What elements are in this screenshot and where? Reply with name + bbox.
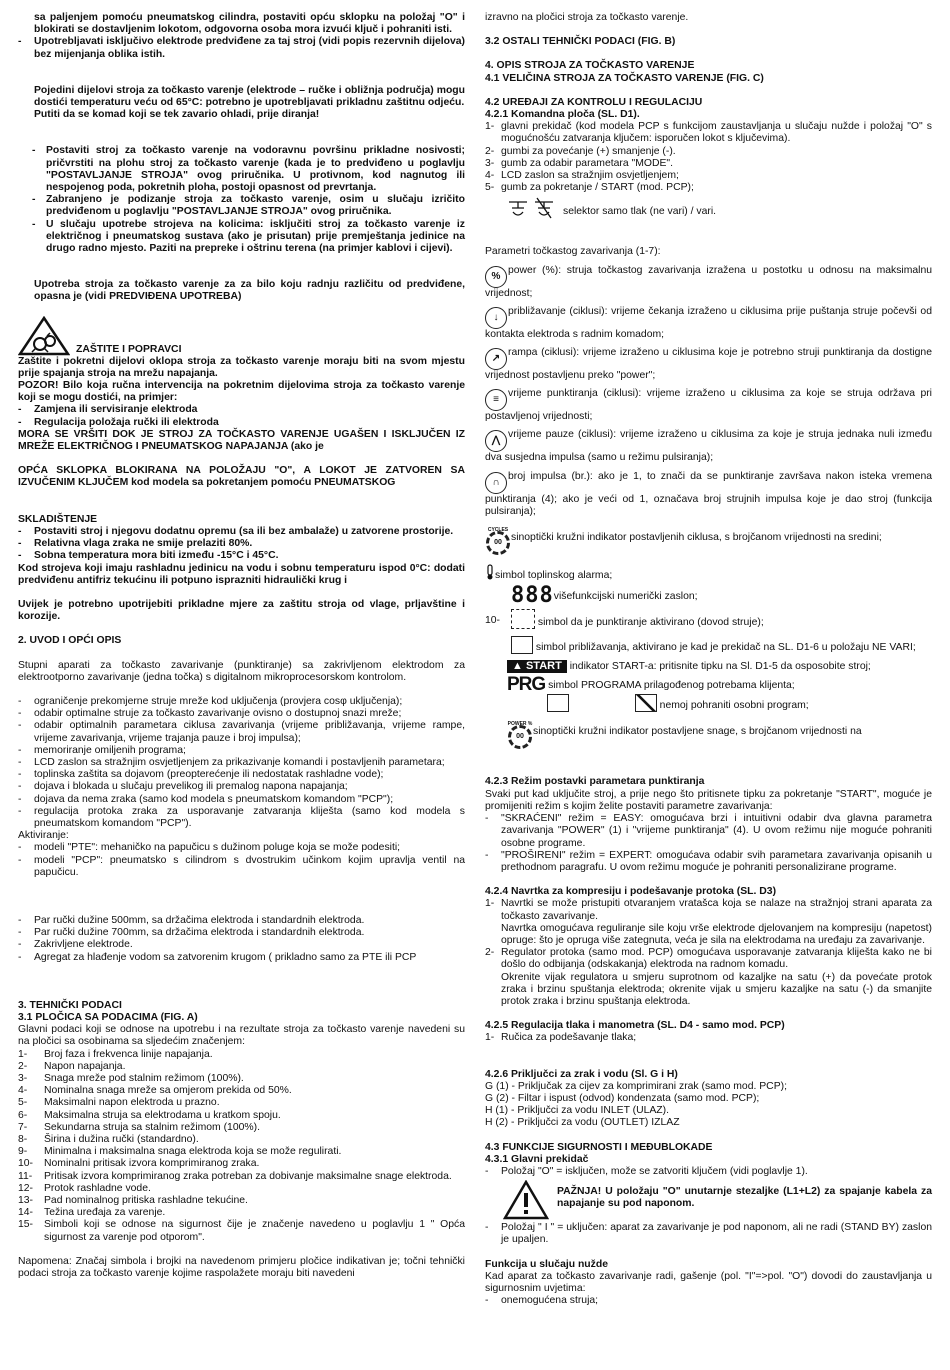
lcd-digits: 888 (511, 583, 554, 609)
panel-item: 4- LCD zaslon sa stražnjim osvjetljenjem; (485, 170, 679, 182)
plate-item: 6- Maksimalna struja sa elektrodama u kratkom spoju. (18, 1109, 281, 1121)
power-icon: % (485, 266, 507, 288)
save-disk-icon (547, 694, 569, 712)
protection-heading-row (18, 318, 465, 356)
connection-item: G (1) - Priključak za cijev za komprimirani zrak (samo mod. PCP); (485, 1080, 787, 1092)
approach-symbol-icon (511, 636, 533, 654)
cycles-indicator-row: CYCLES 00 sinoptički kružni indikator postavljenih ciklusa, s brojčanom vrijednosti na sredini; (485, 524, 932, 558)
electrode-note: - Upotrebljavati isključivo elektrode predviđene za taj stroj (vidi popis rezervnih dijelova) bez mijenjanja oblika istih. (18, 36, 465, 60)
pressure-item: 1- Ručica za podešavanje tlaka; (485, 1032, 637, 1044)
emergency-text: Kad aparat za točkasto zavarivanje radi, gašenje (pol. "I"=>pol. "O") dovodi do zaustavljanja u sigurnosnim uvjetima: (485, 1270, 932, 1294)
param-item: ∩broj impulsa (br.): ako je 1, to znači da se punktiranje završava nakon isteka vremena punktiranja (4); ako je veći od 1, označava broj strujnih impulsa koje je dao stroj (funkcija pulsiranja); (485, 470, 932, 517)
param-item: ≡vrijeme punktiranja (ciklusi): vrijeme izraženo u ciklusima za koje se struja održava pri postavljenoj vrijednosti; (485, 388, 932, 423)
section-4-2-1-title: 4.2.1 Komandna ploča (SL. D1). (485, 109, 640, 121)
section-4-1-title: 4.1 VELIČINA STROJA ZA TOČKASTO VARENJE (FIG. C) (485, 72, 764, 84)
plate-item: 11- Pritisak izvora komprimiranog zraka potreban za dobivanje maksimalne snage elektroda. (18, 1170, 452, 1182)
activation-label: Aktiviranje: (18, 830, 69, 842)
feature-item: - regulacija protoka zraka za usporavanje zatvaranja kliješta (samo kod modela s pneumatskom komandom "PCP"). (18, 805, 465, 829)
selector-text: selektor samo tlak (ne vari) / vari. (563, 206, 717, 218)
panel-list (485, 121, 932, 194)
temperature-warning: Pojedini dijelovi stroja za točkasto varenje (elektrode – ručke i obližnja područja) mogu dostići temperaturu veću od 65°C: potrebno je upotrebljavati prikladnu zaštitnu odjeću. Putiti da se komad koji se tek zavario ohladi, prije diranja! (34, 84, 465, 121)
placement-item: - U slučaju upotrebe strojeva na kolicima: isključiti stroj za točkasto varenje iz električnog i pneumatskog sustava (ako je prisutan) prije premještanja jedinice na drugo radno mjesto. Paziti na prepreke i oštrinu terena (na primjer kablovi i cijevi). (32, 218, 465, 255)
section-4-2-3-text: Svaki put kad uključite stroj, a prije nego što pritisnete tipku za pokretanje "START", moguće je promijeniti režim s kojim želite postaviti parametre zavarivanja: (485, 788, 932, 812)
params-title: Parametri točkastog zavarivanja (1-7): (485, 246, 661, 258)
plate-list (18, 1049, 465, 1244)
mode-item: - "SKRAĆENI" režim = EASY: omogućava brzi i intuitivni odabir dva glavna parametra zavarivanja "POWER" (1) i "vrijeme punktiranja" (4). U ovom režimu nije moguće pohraniti osobne programe. (485, 813, 932, 849)
lock-text: OPĆA SKLOPKA BLOKIRANA NA POLOŽAJU "O", A LOKOT JE ZATVOREN SA IZVUČENIM KLJUČEM kod modela sa pokretanjem pomoću PNEUMATSKOG (18, 465, 465, 489)
protection-title: ZAŠTITE I POPRAVCI (76, 343, 182, 355)
emergency-item: - onemogućena struja; (485, 1295, 599, 1307)
activation-item: - modeli "PTE": mehaničko na papučicu s dužinom poluge koja se može podesiti; (18, 842, 401, 854)
weld-time-icon: ≡ (485, 389, 507, 411)
nut-item: 2- Regulator protoka (samo mod. PCP) omogućava usporavanje zatvaranja kliješta kako ne bi došlo do odbijanja (odskakanja) elektroda na radnom komadu. Okrenite vijak regulatora u smjeru suprotnom od kazaljke na satu (+) da povećate protok zraka i brzinu spuštanja elektroda; okrenite vijak u smjeru kazaljke na satu (-) da smanjite protok zraka i brzinu spuštanja elektroda. (485, 947, 932, 1007)
ramp-icon: ↗ (485, 348, 507, 370)
feature-item: - dojava da nema zraka (samo kod modela s pneumatskom komandom "PCP"); (18, 793, 394, 805)
panel-item: 3- gumb za odabir parametara "MODE". (485, 157, 673, 169)
section-4-2-5-title: 4.2.5 Regulacija tlaka i manometra (SL. D4 - samo mod. PCP) (485, 1020, 785, 1032)
cycles-indicator-icon: CYCLES 00 (485, 524, 511, 558)
connection-item: H (2) - Priključci za vodu (OUTLET) IZLAZ (485, 1117, 680, 1129)
plate-note: Napomena: Značaj simbola i brojki na navedenom primjeru pločice indikativan je; točni tehnički podaci stroja za točkasto varenje kojime raspolažete moraju biti navedeni (18, 1255, 465, 1280)
param-item: %power (%): struja točkastog zavarivanja izražena u postotku u odnosu na maksimalnu vrijednost; (485, 264, 932, 299)
section-4-2-3-title: 4.2.3 Režim postavki parametara punktiranja (485, 776, 705, 788)
protection-text: Zaštite i pokretni dijelovi oklopa stroja za točkasto varenje moraju biti na svom mjestu prije spajanja stroja na mrežu napajanja. (18, 355, 465, 379)
param-list (485, 265, 932, 518)
activation-item: - modeli "PCP": pneumatsko s cilindrom s dvostrukim učinkom kojim upravlja ventil na papučicu. (18, 854, 465, 878)
feature-item: - ograničenje prekomjerne struje mreže kod uključenja (provjera cosφ uključenja); (18, 695, 403, 707)
switch-on-item: - Položaj " I " = uključen: aparat za zavarivanje je pod naponom, ali ne radi (STAND BY) zaslon je upaljen. (485, 1222, 932, 1246)
accessory-item: - Par ručki dužine 700mm, sa držačima elektroda i standardnih elektroda. (18, 927, 365, 939)
program-row: PRG simbol PROGRAMA prilagođenog potrebama klijenta; (507, 674, 795, 696)
section-3-1-title: 3.1 PLOČICA SA PODACIMA (FIG. A) (18, 1011, 198, 1023)
improper-use-warning: Upotreba stroja za točkasto varenje za za bilo koju radnju različitu od predviđene, opasna je (vidi PREDVIĐENA UPOTREBA) (34, 279, 465, 303)
panel-item: 1- glavni prekidač (kod modela PCP s funkcijom zaustavljanja u slučaju nužde i položaj "O" s mogućnošću zatvaranja ključem: isporučen lokot s ključevima). (485, 121, 932, 145)
panel-item: 5- gumb za pokretanje / START (mod. PCP); (485, 182, 694, 194)
storage-note: Kod strojeva koji imaju rashladnu jedinicu na vodu i sobnu temperaturu ispod 0°C: dodati predviđenu antifriz tekućinu ili potpuno isprazniti hidraulički krug i (18, 562, 465, 586)
storage-note-2: Uvijek je potrebno upotrijebiti prikladne mjere za zaštitu stroja od vlage, prljavštine i korozije. (18, 598, 465, 623)
section-4-2-4-title: 4.2.4 Navrtka za kompresiju i podešavanje protoka (SL. D3) (485, 886, 777, 898)
plate-item: 8- Širina i dužina ručki (standardno). (18, 1134, 199, 1146)
param-item: ↗rampa (ciklusi): vrijeme izraženo u ciklusima koje je potrebno struji punktiranja da dostigne vrijednost postavljenu preko "power"; (485, 347, 932, 382)
start-indicator-row: ▲ START indikator START-a: pritisnite tipku na Sl. D1-5 da osposobite stroj; (485, 660, 932, 673)
no-save-disk-icon (635, 694, 657, 712)
no-save-row: nemoj pohraniti osobni program; (485, 694, 932, 712)
item-10-row: 10- simbol da je punktiranje aktivirano (dovod struje); (485, 609, 932, 629)
plate-item: 1- Broj faza i frekvenca linije napajanja. (18, 1048, 213, 1060)
feature-item: - toplinska zaštita sa dojavom (preopterećenje ili nedostatak rashladne vode); (18, 769, 384, 781)
param-item: ↓približavanje (ciklusi): vrijeme čekanja izraženo u ciklusima prije puštanja struje počevši od kontakta elektroda s radnim komadom; (485, 305, 932, 340)
thermal-alarm-icon (485, 564, 495, 584)
section-2-title: 2. UVOD I OPĆI OPIS (18, 635, 122, 647)
caution-item: - Zamjena ili servisiranje elektroda (18, 404, 198, 416)
section-4-title: 4. OPIS STROJA ZA TOČKASTO VARENJE (485, 60, 695, 72)
plate-item: 13- Pad nominalnog pritiska rashladne tekućine. (18, 1195, 248, 1207)
section-4-2-title: 4.2 UREĐAJI ZA KONTROLU I REGULACIJU (485, 96, 703, 108)
voltage-warning: PAŽNJA! U položaju "O" unutarnje stezaljke (L1+L2) za spajanje kabela za napajanje su pod naponom. (485, 1186, 932, 1222)
emergency-title: Funkcija u slučaju nužde (485, 1258, 608, 1270)
intro-continued: sa paljenjem pomoću pneumatskog cilindra, postaviti opću sklopku na položaj "O" i blokirati se dostavljenim lokotom, odgovorna osoba mora izvući ključ i pohraniti isti. (34, 12, 465, 36)
feature-item: - odabir optimalne struje za točkasto zavarivanje ovisno o dostupnoj snazi mreže; (18, 708, 402, 720)
selector-row (485, 196, 932, 222)
accessory-item: - Par ručki dužine 500mm, sa držačima elektroda i standardnih elektroda. (18, 914, 365, 926)
program-symbol: PRG (507, 674, 546, 696)
plate-item: 3- Snaga mreže pod stalnim režimom (100%). (18, 1073, 244, 1084)
thermal-alarm-row: simbol toplinskog alarma; (485, 564, 932, 584)
accessory-item: - Agregat za hlađenje vodom sa zatvorenim krugom ( prikladno samo za PTE ili PCP (18, 951, 417, 963)
plate-item: 5- Maksimalni napon elektroda u prazno. (18, 1097, 220, 1109)
plate-item: 2- Napon napajanja. (18, 1060, 126, 1072)
pulses-icon: ∩ (485, 472, 507, 494)
selector-press-icon (507, 196, 557, 224)
feature-item: - dojava i blokada u slučaju prevelikog ili premalog napona napajanja; (18, 781, 348, 793)
nut-item: 1- Navrtki se može pristupiti otvaranjem vratašca koja se nalaze na stražnjoj strani aparata za točkasto zavarivanje. Navrtka omogućava reguliranje sile koju vrše elektrode djelovanjem na kompresiju (napetost) opruge: što je opruga više zategnuta, veća je sila na elektrodama na uređaju za zavarivanje. (485, 898, 932, 946)
power-indicator-row: POWER % 00 sinoptički kružni indikator postavljene snage, s brojčanom vrijednosti na (485, 718, 932, 752)
power-indicator-icon: POWER % 00 (507, 718, 533, 752)
storage-item: - Sobna temperatura mora biti između -15°C i 45°C. (18, 550, 279, 562)
storage-title: SKLADIŠTENJE (18, 513, 98, 525)
section-4-3-1-title: 4.3.1 Glavni prekidač (485, 1153, 589, 1165)
plate-item: 7- Sekundarna struja sa stalnim režimom (100%). (18, 1121, 260, 1133)
pause-icon: ⋀ (485, 430, 507, 452)
section-2-text: Stupni aparati za točkasto zavarivanje (punktiranje) sa zakrivljenom elektrodom za elektrootporno zavarivanje (jedna točka) s digitalnom mikroprocesorskom kontrolom. (18, 659, 465, 683)
continued-text: izravno na pločici stroja za točkasto varenje. (485, 12, 689, 23)
plate-item: 9- Minimalna i maksimalna snaga elektroda koja se može regulirati. (18, 1146, 342, 1158)
storage-item: - Postaviti stroj i njegovu dodatnu opremu (sa ili bez ambalaže) u zatvorene prostorije. (18, 525, 454, 537)
accessory-item: - Zakrivljene elektrode. (18, 939, 133, 951)
feature-item: - LCD zaslon sa stražnjim osvjetljenjem za prikazivanje komandi i postavljenih parametara; (18, 756, 445, 768)
plate-item: 14- Težina uređaja za varenje. (18, 1207, 166, 1219)
gear-hazard-icon (18, 316, 70, 360)
mode-item: - "PROŠIRENI" režim = EXPERT: omogućava odabir svih parametara zavarivanja opisanih u prethodnom paragrafu. U ovom režimu moguće je pohraniti personalizirane programe. (485, 849, 932, 873)
caution-text: POZOR! Bilo koja ručna intervencija na pokretnim dijelovima stroja za točkasto varenje koji se mogu dostići, na primjer: (18, 380, 465, 404)
param-item: ⋀vrijeme pauze (ciklusi): vrijeme izraženo u ciklusima za koje je struja jednaka nuli između dva susjedna impulsa (samo u režimu pulsiranja); (485, 429, 932, 464)
placement-item: - Postaviti stroj za točkasto varenje na vodoravnu površinu prikladne nosivosti; pričvrstiti na plohu stroj za točkasto varenje (kada je to predviđeno u poglavlju "POSTAVLJANJE STROJA" ovog priručnika. U protivnom, kod nagnutog ili nespojenog poda, pokretnih ploha, postoji opasnost od prevrtanja. (32, 145, 465, 194)
welding-active-icon (511, 609, 535, 629)
switch-off-item: - Položaj "O" = isključen, može se zatvoriti ključem (vidi poglavlje 1). (485, 1165, 808, 1177)
feature-item: - memoriranje omiljenih programa; (18, 744, 186, 756)
section-3-2-title: 3.2 OSTALI TEHNIČKI PODACI (FIG. B) (485, 36, 676, 48)
feature-item: - odabir optimalnih parametara ciklusa zavarivanja (vrijeme približavanja, vrijeme rampe, vrijeme zavarivanja, vrijeme trajanja pauze i broj impulsa); (18, 720, 465, 744)
lcd-row: 888višefunkcijski numerički zaslon; (511, 583, 698, 609)
connection-item: H (1) - Priključci za vodu INLET (ULAZ). (485, 1105, 669, 1117)
left-column (18, 12, 465, 1280)
plate-item: 10- Nominalni pritisak izvora komprimiranog zraka. (18, 1158, 260, 1170)
connection-item: G (2) - Filtar i ispust (odvod) kondenzata (samo mod. PCP); (485, 1092, 760, 1104)
caution-item: - Regulacija položaja ručki ili elektroda (18, 416, 219, 428)
approach-icon: ↓ (485, 307, 507, 329)
start-indicator-icon: ▲ START (507, 660, 567, 673)
placement-item: - Zabranjeno je podizanje stroja za točkasto varenje, osim u slučaju izričito predviđenom u poglavlju "POSTAVLJANJE STROJA" ovog priručnika. (32, 194, 465, 218)
plate-item: 4- Nominalna snaga mreže sa omjerom prekida od 50%. (18, 1085, 292, 1097)
panel-item: 2- gumbi za povećanje (+) smanjenje (-). (485, 145, 676, 157)
warning-triangle-icon (503, 1180, 549, 1224)
section-3-1-text: Glavni podaci koji se odnose na upotrebu i na rezultate stroja za točkasto varenje navedeni su na pločici sa osobinama sa sljedećim značenjem: (18, 1024, 465, 1048)
section-3-title: 3. TEHNIČKI PODACI (18, 999, 122, 1011)
must-text: MORA SE VRŠITI DOK JE STROJ ZA TOČKASTO VARENJE UGAŠEN I ISKLJUČEN IZ MREŽE ELEKTRIČNOG I PNEUMATSKOG NAPAJANJA (ako je (18, 428, 465, 453)
plate-item: 12- Protok rashladne vode. (18, 1182, 151, 1194)
right-column (485, 12, 932, 1307)
section-4-3-title: 4.3 FUNKCIJE SIGURNOSTI I MEĐUBLOKADE (485, 1141, 713, 1153)
section-4-2-6-title: 4.2.6 Priključci za zrak i vodu (Sl. G i H) (485, 1068, 678, 1080)
plate-item: 15- Simboli koji se odnose na sigurnost čije je značenje navedeno u poglavlju 1 " Opća sigurnost za varenje pod otporom". (18, 1219, 465, 1243)
approach-symbol-row: simbol približavanja, aktivirano je kad je prekidač na SL. D1-6 u položaju NE VARI; (485, 636, 932, 654)
storage-item: - Relativna vlaga zraka ne smije prelaziti 80%. (18, 538, 253, 550)
